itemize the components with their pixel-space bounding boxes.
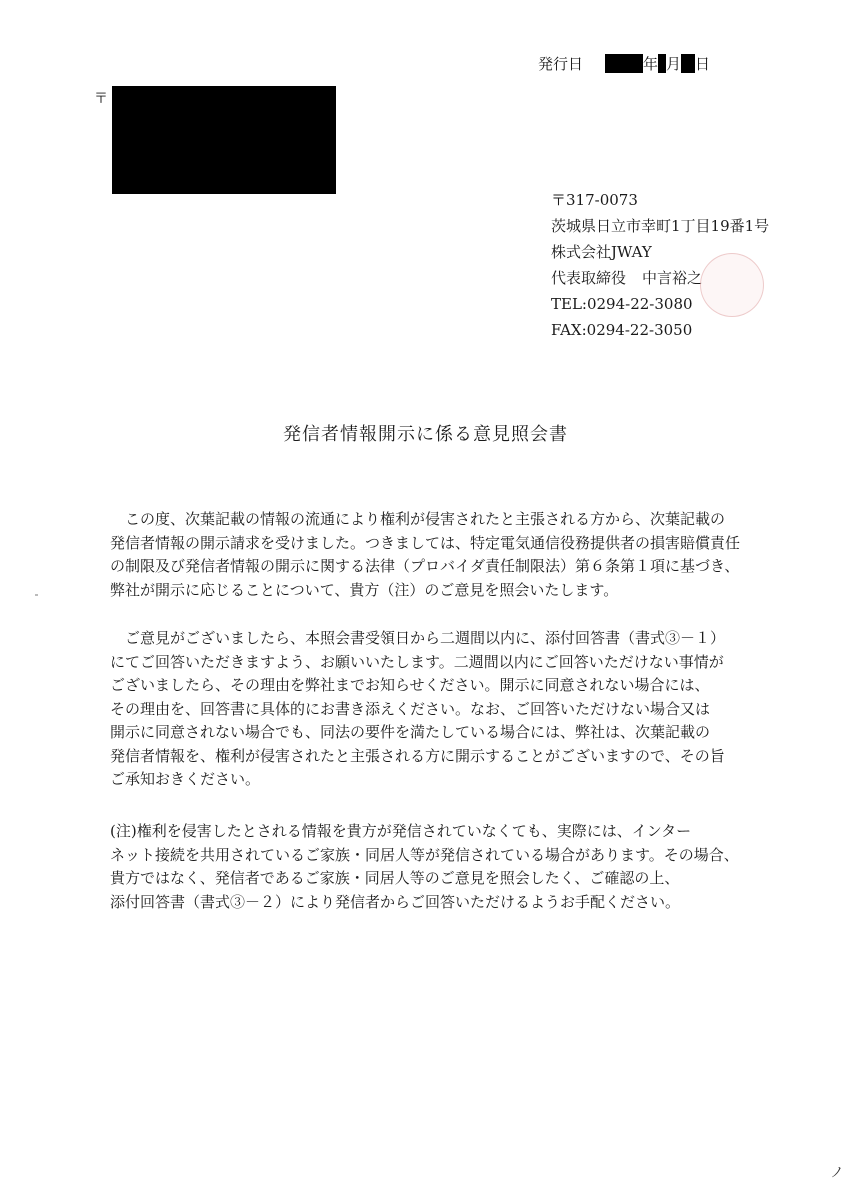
paragraph-line: 弊社が開示に応じることについて、貴方（注）のご意見を照会いたします。 bbox=[110, 580, 619, 599]
paragraph-line: その理由を、回答書に具体的にお書き添えください。なお、ご回答いただけない場合又は bbox=[110, 699, 711, 718]
sender-address: 茨城県日立市幸町1丁目19番1号 bbox=[551, 217, 770, 235]
rep-title: 代表取締役 bbox=[551, 269, 627, 287]
note-line: (注)権利を侵害したとされる情報を貴方が発信されていなくても、実際には、インター bbox=[110, 822, 692, 840]
redacted-year bbox=[605, 54, 643, 73]
paragraph-line: この度、次葉記載の情報の流通により権利が侵害されたと主張される方から、次葉記載の bbox=[110, 510, 726, 528]
paragraph-line: の制限及び発信者情報の開示に関する法律（プロバイダ責任制限法）第６条第１項に基づき、 bbox=[110, 557, 740, 575]
paragraph-line: ございましたら、その理由を弊社までお知らせください。開示に同意されない場合には、 bbox=[110, 676, 710, 694]
company-seal bbox=[700, 253, 764, 317]
paragraph-2 bbox=[110, 627, 750, 792]
sender-company: 株式会社JWAY bbox=[551, 243, 652, 261]
sender-tel: TEL:0294-22-3080 bbox=[551, 295, 693, 313]
paragraph-line: にてご回答いただきますよう、お願いいたします。二週間以内にご回答いただけない事情が bbox=[110, 652, 724, 671]
month-suffix: 月 bbox=[666, 55, 682, 73]
scan-speck bbox=[35, 594, 38, 596]
sender-fax: FAX:0294-22-3050 bbox=[551, 321, 693, 339]
sender-postal-code: 〒317-0073 bbox=[551, 191, 638, 209]
paragraph-line: 発信者情報を、権利が侵害されたと主張される方に開示することがございますので、その旨 bbox=[110, 746, 725, 765]
rep-name: 中言裕之 bbox=[642, 269, 703, 287]
paragraph-line: ご承知おきください。 bbox=[110, 770, 261, 788]
note-line: 添付回答書（書式③－２）により発信者からご回答いただけるようお手配ください。 bbox=[110, 892, 681, 911]
recipient-postal-mark: 〒 bbox=[94, 91, 108, 107]
corner-mark: ノ bbox=[830, 1165, 844, 1181]
note-line: 貴方ではなく、発信者であるご家族・同居人等のご意見を照会したく、ご確認の上、 bbox=[110, 869, 680, 887]
document-title: 発信者情報開示に係る意見照会書 bbox=[283, 424, 568, 445]
issue-date-label: 発行日 bbox=[538, 55, 584, 73]
year-suffix: 年 bbox=[643, 55, 659, 73]
redacted-recipient-address bbox=[112, 86, 336, 194]
note-paragraph bbox=[110, 820, 750, 914]
redacted-day bbox=[681, 54, 695, 73]
paragraph-line: 発信者情報の開示請求を受けました。つきましては、特定電気通信役務提供者の損害賠償責任 bbox=[110, 533, 741, 552]
paragraph-line: 開示に同意されない場合でも、同法の要件を満たしている場合には、弊社は、次葉記載の bbox=[110, 723, 711, 741]
issue-date bbox=[538, 53, 710, 74]
day-suffix: 日 bbox=[695, 55, 711, 73]
note-line: ネット接続を共用されているご家族・同居人等が発信されている場合があります。その場合、 bbox=[110, 845, 739, 864]
paragraph-line: ご意見がございましたら、本照会書受領日から二週間以内に、添付回答書（書式③－１） bbox=[110, 629, 726, 647]
redacted-month bbox=[658, 54, 666, 73]
paragraph-1 bbox=[110, 508, 750, 602]
